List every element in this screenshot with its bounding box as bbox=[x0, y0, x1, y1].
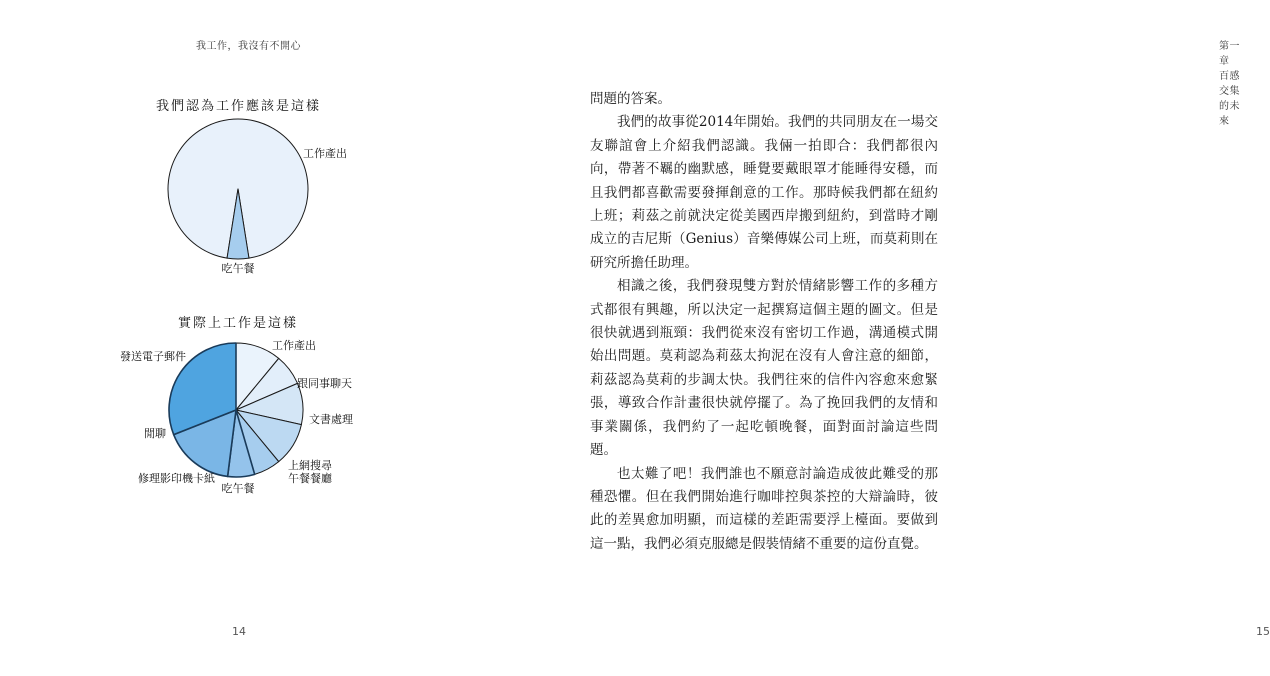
paragraph: 相識之後，我們發現雙方對於情緒影響工作的多種方式都很有興趣，所以決定一起撰寫這個主題的圖文。但是很快就遇到瓶頸：我們從來沒有密切工作過，溝通模式開始出問題。莫莉認為莉茲太拘泥在沒有人會注意的細節，莉茲認為莫莉的步調太快。我們往來的信件內容愈來愈緊張，導致合作計畫很快就停擺了。為了挽回我們的友情和事業關係，我們約了一起吃頓晚餐，面對面討論這些問題。 bbox=[590, 278, 938, 459]
slice-label: 閒聊 bbox=[144, 427, 166, 440]
slice-label: 工作產出 bbox=[303, 147, 347, 160]
slice-label: 午餐餐廳 bbox=[288, 472, 332, 485]
body-text bbox=[590, 88, 938, 556]
pie-charts bbox=[0, 0, 500, 676]
slice-label: 工作產出 bbox=[272, 339, 316, 352]
paragraph: 我們的故事從2014年開始。我們的共同朋友在一場交友聯誼會上介紹我們認識。我倆一拍即合：我們都很內向，帶著不羈的幽默感，睡覺要戴眼罩才能睡得安穩，而且我們都喜歡需要發揮創意的工作。那時候我們都在紐約上班；莉茲之前就決定從美國西岸搬到紐約，到當時才剛成立的吉尼斯（Genius）音樂傳媒公司上班，而莫莉則在研究所擔任助理。 bbox=[590, 114, 938, 271]
chart2-title: 實際上工作是這樣 bbox=[178, 316, 299, 331]
slice-label: 發送電子郵件 bbox=[120, 350, 186, 363]
slice-label: 修理影印機卡紙 bbox=[138, 472, 215, 485]
slice-label: 跟同事聊天 bbox=[297, 377, 352, 390]
left-page bbox=[0, 0, 500, 676]
folio-left: 14 bbox=[232, 625, 246, 638]
slice-label: 吃午餐 bbox=[221, 262, 255, 275]
slice-label: 上網搜尋 bbox=[288, 459, 332, 472]
paragraph: 也太難了吧！我們誰也不願意討論造成彼此難受的那種恐懼。但在我們開始進行咖啡控與茶控的大辯論時，彼此的差異愈加明顯，而這樣的差距需要浮上檯面。要做到這一點，我們必須克服總是假裝情緒不重要的這份直覺。 bbox=[590, 465, 938, 552]
slice-label: 吃午餐 bbox=[221, 482, 255, 495]
paragraph-continued: 問題的答案。 bbox=[590, 91, 671, 107]
folio-right: 15 bbox=[1256, 625, 1270, 638]
chart1-title: 我們認為工作應該是這樣 bbox=[156, 99, 322, 114]
slice-label: 文書處理 bbox=[309, 413, 353, 426]
running-head-left: 我工作，我沒有不開心 bbox=[196, 41, 301, 52]
running-head-right: 第一章 百感交集的未來 bbox=[1219, 41, 1240, 127]
